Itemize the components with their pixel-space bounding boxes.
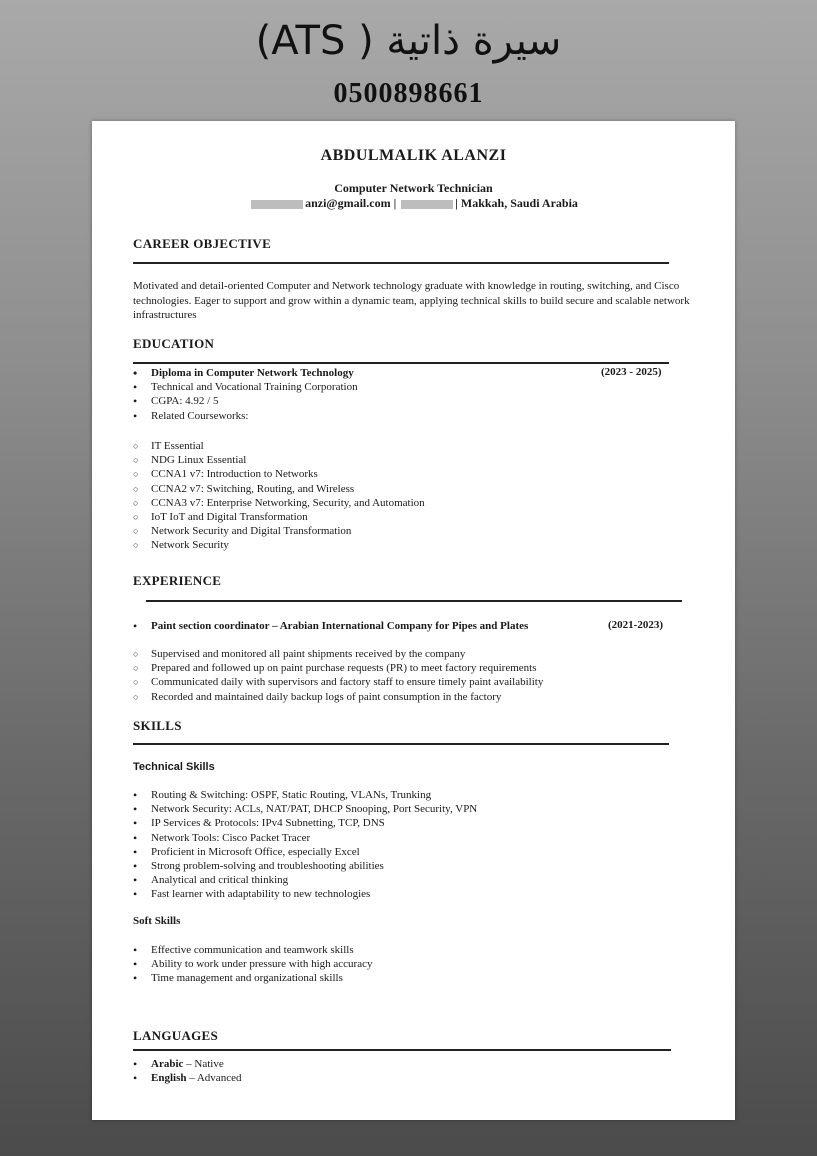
list-item — [133, 661, 543, 675]
courses-list — [133, 439, 425, 553]
course: IT Essential — [151, 440, 204, 452]
list-item — [133, 1057, 241, 1071]
duties-list — [133, 647, 543, 704]
list-item — [133, 845, 477, 859]
list-item — [133, 971, 372, 985]
banner-phone: 0500898661 — [333, 78, 484, 109]
list-item — [133, 1071, 241, 1085]
duty: Prepared and followed up on paint purchase requests (PR) to meet factory requirements — [151, 662, 537, 675]
skill: Fast learner with adaptability to new technologies — [151, 888, 371, 901]
section-divider — [133, 743, 669, 745]
language: English — [151, 1072, 187, 1085]
section-divider — [146, 600, 682, 602]
language-level: – Advanced — [186, 1072, 242, 1085]
skill: Routing & Switching: OSPF, Static Routing, VLANs, Trunking — [151, 789, 432, 801]
experience-role-list — [133, 619, 528, 633]
technical-skills-heading: Technical Skills — [133, 761, 215, 773]
list-item — [133, 510, 425, 524]
soft-skills-heading: Soft Skills — [133, 915, 181, 927]
career-objective-text: Motivated and detail-oriented Computer and Network technology graduate with knowledge in routing, switching, and Cisco technologies. Eager to support and grow within a dynamic team, applying technical skills to build secure and scalable network infrastructures — [133, 280, 690, 321]
course: Network Security — [151, 539, 229, 552]
list-item — [133, 887, 477, 901]
list-item — [133, 647, 543, 661]
contact-line — [92, 196, 735, 211]
section-divider — [133, 262, 669, 264]
skill: Proficient in Microsoft Office, especially Excel — [151, 845, 360, 858]
experience-heading: EXPERIENCE — [133, 573, 222, 588]
list-item — [133, 957, 372, 971]
languages-list — [133, 1057, 241, 1085]
contact-location: | Makkah, Saudi Arabia — [455, 196, 578, 210]
list-item — [133, 690, 543, 704]
list-item — [133, 380, 669, 394]
education-list — [133, 366, 669, 423]
skill: Network Tools: Cisco Packet Tracer — [151, 831, 311, 844]
degree: Diploma in Computer Network Technology — [151, 367, 354, 379]
skill: Effective communication and teamwork skills — [151, 944, 354, 956]
section-divider — [133, 362, 669, 364]
redacted-email-prefix — [251, 200, 303, 209]
resume-page — [92, 121, 735, 1120]
list-item — [133, 675, 543, 689]
list-item — [133, 496, 425, 510]
company: – Arabian International Company for Pipes and Plates — [269, 620, 529, 632]
skill: Ability to work under pressure with high accuracy — [151, 958, 373, 971]
list-item — [133, 816, 477, 830]
contact-email: anzi@gmail.com — [305, 196, 391, 210]
list-item — [133, 788, 477, 802]
language-level: – Native — [183, 1058, 224, 1070]
course: IoT IoT and Digital Transformation — [151, 511, 308, 524]
list-item — [133, 802, 477, 816]
languages-heading: LANGUAGES — [133, 1028, 219, 1043]
list-item — [133, 859, 477, 873]
skill: Analytical and critical thinking — [151, 874, 289, 887]
technical-skills-list — [133, 788, 477, 902]
soft-skills-list — [133, 943, 372, 986]
language: Arabic — [151, 1058, 184, 1070]
list-item — [133, 524, 425, 538]
skills-heading: SKILLS — [133, 718, 182, 733]
course: Network Security and Digital Transformation — [151, 525, 352, 538]
list-item — [133, 619, 528, 633]
list-item — [133, 943, 372, 957]
institution: Technical and Vocational Training Corporation — [151, 381, 358, 394]
resume-subtitle: Computer Network Technician — [334, 181, 493, 195]
banner — [0, 0, 817, 118]
section-divider — [133, 1049, 671, 1051]
skill: Time management and organizational skills — [151, 972, 343, 985]
list-item — [133, 873, 477, 887]
career-objective-heading: CAREER OBJECTIVE — [133, 236, 272, 251]
list-item — [133, 482, 425, 496]
contact-separator: | — [393, 196, 397, 210]
skill: Strong problem-solving and troubleshooting abilities — [151, 860, 384, 873]
courseworks-label: Related Courseworks: — [151, 409, 249, 422]
cgpa: CGPA: 4.92 / 5 — [151, 395, 219, 408]
redacted-phone — [401, 200, 453, 209]
list-item — [133, 831, 477, 845]
course: CCNA2 v7: Switching, Routing, and Wireless — [151, 482, 355, 495]
course: NDG Linux Essential — [151, 454, 247, 467]
experience-dates: (2021-2023) — [608, 619, 663, 631]
duty: Recorded and maintained daily backup logs of paint consumption in the factory — [151, 690, 502, 703]
skill: Network Security: ACLs, NAT/PAT, DHCP Snooping, Port Security, VPN — [151, 803, 478, 816]
role: Paint section coordinator — [151, 620, 270, 632]
duty: Supervised and monitored all paint shipments received by the company — [151, 648, 466, 660]
banner-title: سيرة ذاتية ( ATS) — [255, 18, 562, 64]
list-item — [133, 394, 669, 408]
course: CCNA1 v7: Introduction to Networks — [151, 468, 318, 481]
education-dates: (2023 - 2025) — [601, 366, 662, 378]
duty: Communicated daily with supervisors and factory staff to ensure timely paint availability — [151, 676, 544, 689]
list-item — [133, 538, 425, 552]
list-item — [133, 409, 669, 423]
resume-name: ABDULMALIK ALANZI — [320, 147, 507, 164]
list-item — [133, 453, 425, 467]
course: CCNA3 v7: Enterprise Networking, Security, and Automation — [151, 496, 425, 509]
list-item — [133, 439, 425, 453]
education-heading: EDUCATION — [133, 336, 215, 351]
list-item — [133, 467, 425, 481]
skill: IP Services & Protocols: IPv4 Subnetting, TCP, DNS — [151, 817, 385, 830]
list-item — [133, 366, 669, 380]
